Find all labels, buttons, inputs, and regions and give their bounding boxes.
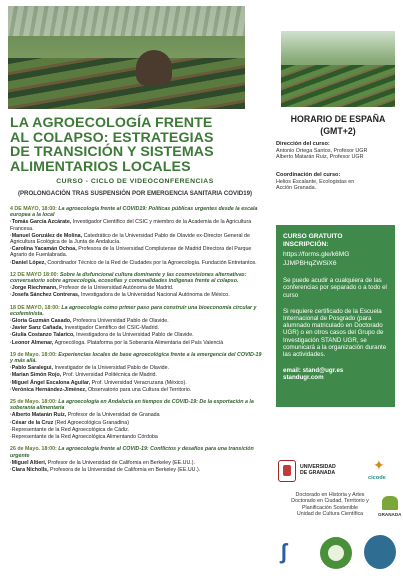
session-date: 26 de Mayo. 18:00: — [10, 446, 57, 453]
speaker-desc: Investigador Científico del CSIC y miembro de la Academia de la Agricultura Francesa. — [10, 219, 252, 232]
session-date: 4 DE MAYO, 18:00: — [10, 206, 57, 212]
registration-link[interactable]: https://forms.gle/k6MG — [283, 250, 350, 258]
speaker-desc: Representante de la Red Agroecológica Alimentando Córdoba — [11, 434, 158, 441]
session-heading — [10, 446, 263, 458]
doctorate-programs — [280, 492, 380, 518]
speaker-entry — [10, 325, 263, 331]
session-topic: La agroecología en Andalucía en tiempos de COVID-19: De la exportación a la soberanía alimentaria — [10, 399, 254, 412]
course-subtitle-note: (PROLONGACIÓN TRAS SUSPENSIÓN POR EMERGENCIA SANITARIA COVID19) — [17, 190, 253, 197]
session-topic: Experiencias locales de base agroecológica frente a la emergencia del COVID-19 y más allá. — [10, 351, 262, 365]
title-line: AL COLAPSO: ESTRATEGIAS — [10, 129, 214, 146]
speaker-name: ·Pablo Saralegui, — [10, 365, 53, 372]
speaker-name: ·Clara Nicholls, — [10, 466, 49, 473]
program-line: Planificación Sostenible — [302, 504, 358, 511]
contact-email — [283, 367, 388, 381]
coordination-heading: Coordinación del curso: — [276, 172, 341, 178]
speaker-desc: Coordinador Técnico de la Red de Ciudades por la Agroecología. Fundación Entretantos. — [47, 259, 257, 266]
ugr-name-line: UNIVERSIDAD — [300, 464, 336, 470]
speaker-desc: Profesora Universidad Pablo de Olavide. — [73, 318, 169, 325]
speaker-name: ·Leonor Almenar, — [10, 339, 54, 346]
science-unit-logo-icon: ʃ — [280, 539, 288, 564]
program-line: Doctorado en Historia y Artes — [295, 492, 365, 498]
speaker-name: ·Miguel Altieri, — [10, 459, 47, 466]
timezone-line: HORARIO DE ESPAÑA — [290, 114, 386, 124]
speaker-entry — [10, 434, 263, 440]
granada-label: GRANADA — [378, 512, 402, 517]
speaker-name: ·César de la Cruz — [10, 419, 54, 426]
session-heading — [10, 305, 263, 317]
cicode-logo — [368, 458, 392, 486]
speaker-name: ·Verónica Hernández-Jiménez, — [10, 386, 87, 393]
direction-line: Antonio Ortega Santos, Profesor UGR — [276, 147, 368, 154]
speaker-entry — [10, 427, 263, 433]
direction-heading: Dirección del curso: — [276, 141, 330, 147]
session-topic: La agroecología como primer paso para construir una bioeconomía circular y ecofeminista. — [10, 304, 257, 317]
speaker-name: ·Daniel López, — [10, 259, 46, 266]
speaker-name: ·Tomás García Azcárate, — [10, 219, 72, 226]
session-date: 25 de Mayo. 18:00: — [10, 399, 57, 406]
title-line: ALIMENTARIOS LOCALES — [10, 158, 191, 175]
coordination-line: Helios Escalante, Ecologistas en — [276, 178, 355, 185]
course-direction — [276, 141, 400, 161]
speaker-entry — [10, 260, 263, 266]
stand-logo-icon — [364, 535, 396, 569]
speaker-desc: Prof. Universidad Veracruzana (México). — [91, 379, 187, 386]
speaker-desc: Representante de la Red Agroecológica de Cádiz. — [11, 426, 130, 433]
speaker-entry — [10, 340, 263, 346]
timezone-heading — [281, 114, 395, 137]
session-topic: La agroecología frente al COVID-19: Conflictos y desafíos para una transición urgente — [10, 446, 254, 459]
speaker-name: ·Javier Sanz Cañada, — [10, 325, 63, 332]
granada-mark-icon — [382, 496, 398, 510]
speaker-desc: Agroecóloga. Plataforma por la Soberanía Alimentaria del País Valencià — [54, 339, 224, 346]
session-topic: La agroecología frente al COVID19: Políticas públicas urgentes desde la escala europea a la local — [10, 206, 258, 219]
speaker-desc: Profesor de la Universidad de Granada — [67, 412, 160, 419]
session-date: 18 DE MAYO, 18:00: — [10, 304, 60, 311]
granada-logo — [378, 496, 402, 524]
title-line: DE TRANSICIÓN Y SISTEMAS — [10, 144, 214, 161]
speaker-desc: Profesor de la Universidad de California en Berkeley (EE.UU.). — [47, 459, 195, 466]
ugr-seal-icon — [278, 460, 296, 482]
speaker-entry — [10, 467, 263, 473]
speaker-desc: Investigador Científico del CSIC-Madrid. — [64, 325, 159, 332]
timezone-line: (GMT+2) — [320, 125, 356, 136]
speaker-desc: Investigador de la Universidad Pablo de Olavide. — [54, 365, 170, 372]
speaker-desc: Profesor de la Universidad Autónoma de Madrid. — [59, 285, 174, 292]
speaker-name: ·Gloria Guzmán Casado, — [10, 318, 72, 325]
speaker-entry — [10, 332, 263, 338]
speaker-name: ·Josefa Sánchez Contreras, — [10, 292, 80, 299]
speaker-desc: (Red Agroecológica Granadina) — [54, 419, 129, 426]
program-list — [10, 206, 263, 473]
farmer-figure — [136, 50, 172, 86]
course-subtitle: CURSO - CICLO DE VIDEOCONFERENCIAS — [56, 178, 214, 185]
cicode-label: cicode — [368, 475, 386, 481]
session-date: 19 de Mayo. 18:00: — [10, 351, 57, 358]
speaker-desc: Observatorio para una Cultura del Territorio. — [88, 386, 192, 393]
speaker-entry — [10, 233, 263, 245]
speaker-desc: Prof. Universidad Politécnica de Madrid. — [62, 372, 157, 379]
speaker-desc: Investigadora de la Universidad Pablo de Olavide. — [76, 332, 194, 339]
speaker-desc: Investigadora de la Universidad Nacional Autónoma de México. — [80, 292, 230, 299]
session-heading — [10, 352, 263, 364]
registration-link[interactable]: JJMPBHqZWSiX6 — [283, 260, 337, 268]
speaker-entry — [10, 318, 263, 324]
speaker-entry — [10, 365, 263, 371]
crop-rows — [8, 58, 245, 109]
session-date: 12 DE MAYO 18:00: — [10, 271, 59, 278]
speaker-entry — [10, 460, 263, 466]
ugr-name-line: DE GRANADA — [300, 470, 336, 477]
session-topic: Sobre la disfuncional cultura dominante y las cosmovisiones alternativas: conversatorio sobre agroecología, ecosofías y comunalidades indígenas frente al colapso. — [10, 271, 247, 285]
speaker-name: ·Carolina Yacamán Ochoa, — [10, 246, 77, 253]
speaker-name: ·Marian Simón Rojo, — [10, 372, 62, 379]
sponsor-logos — [276, 533, 400, 573]
partner-logos — [278, 458, 396, 486]
speaker-entry — [10, 372, 263, 378]
registration-box — [276, 225, 395, 407]
session-heading — [10, 206, 263, 218]
direction-line: Alberto Matarán Ruiz, Profesor UGR — [276, 154, 364, 160]
speaker-entry — [10, 412, 263, 418]
speaker-name: ·Giulia Costanzo Talarico, — [10, 332, 75, 339]
program-line: Unidad de Cultura Científica — [296, 511, 364, 518]
speaker-desc: Profesora de la Universidad de California en Berkeley (EE.UU.). — [50, 466, 201, 473]
website-link[interactable]: standugr.com — [283, 374, 324, 382]
registration-note: Se puede acudir a cualquiera de las conferencias por separado o a todo el curso — [283, 277, 387, 299]
speaker-desc: Catedrático de la Universidad Pablo de Olavide ex-Director General de Agricultura Ecológica de la Junta de Andalucía. — [10, 232, 250, 246]
header-photo-farmer — [8, 6, 245, 109]
email-link[interactable]: email: stand@ugr.es — [283, 367, 344, 375]
speaker-name: ·Miguel Ángel Escalona Aguilar, — [10, 379, 91, 386]
ugr-logo-text — [300, 464, 336, 476]
registration-title: CURSO GRATUITO — [283, 233, 343, 240]
coordination-line: Acción Granada. — [276, 185, 317, 191]
speaker-name: ·Jorge Riechmann, — [10, 285, 58, 292]
title-line: LA AGROECOLOGÍA FRENTE — [10, 115, 213, 131]
speaker-entry — [10, 219, 263, 231]
program-line: Doctorado en Ciudad, Territorio y — [291, 498, 369, 505]
speaker-bullet: · — [10, 434, 12, 441]
ecologists-logo-icon — [320, 537, 352, 569]
cicode-mark-icon: ✦ — [373, 457, 385, 473]
speaker-entry — [10, 380, 263, 386]
header-photo-garden — [281, 31, 395, 107]
event-title — [10, 116, 260, 174]
greenhouse-roof — [8, 6, 245, 36]
course-coordination — [276, 172, 400, 192]
garden-rows — [281, 65, 395, 107]
speaker-desc: Profesora de la Universidad Complutense de Madrid Directora del Parque Agrario de Fuenlabrada. — [10, 246, 252, 259]
speaker-entry — [10, 387, 263, 393]
speaker-bullet: · — [10, 426, 12, 433]
speaker-entry — [10, 246, 263, 258]
speaker-entry — [10, 285, 263, 291]
speaker-entry — [10, 420, 263, 426]
certificate-note: Si requiere certificado de la Escuela Internacional de Posgrado (para alumnado matriculado en Doctorado UGR) o en otros casos del Grupo de Investigación STAND UGR, se comunicará a la organización durante las actividades. — [283, 307, 387, 359]
registration-title: INSCRIPCIÓN: — [283, 240, 329, 248]
session-heading — [10, 399, 263, 411]
speaker-entry — [10, 292, 263, 298]
speaker-name: ·Alberto Matarán Ruiz, — [10, 412, 67, 419]
speaker-name: ·Manuel González de Molina, — [10, 232, 83, 239]
session-heading — [10, 272, 263, 284]
